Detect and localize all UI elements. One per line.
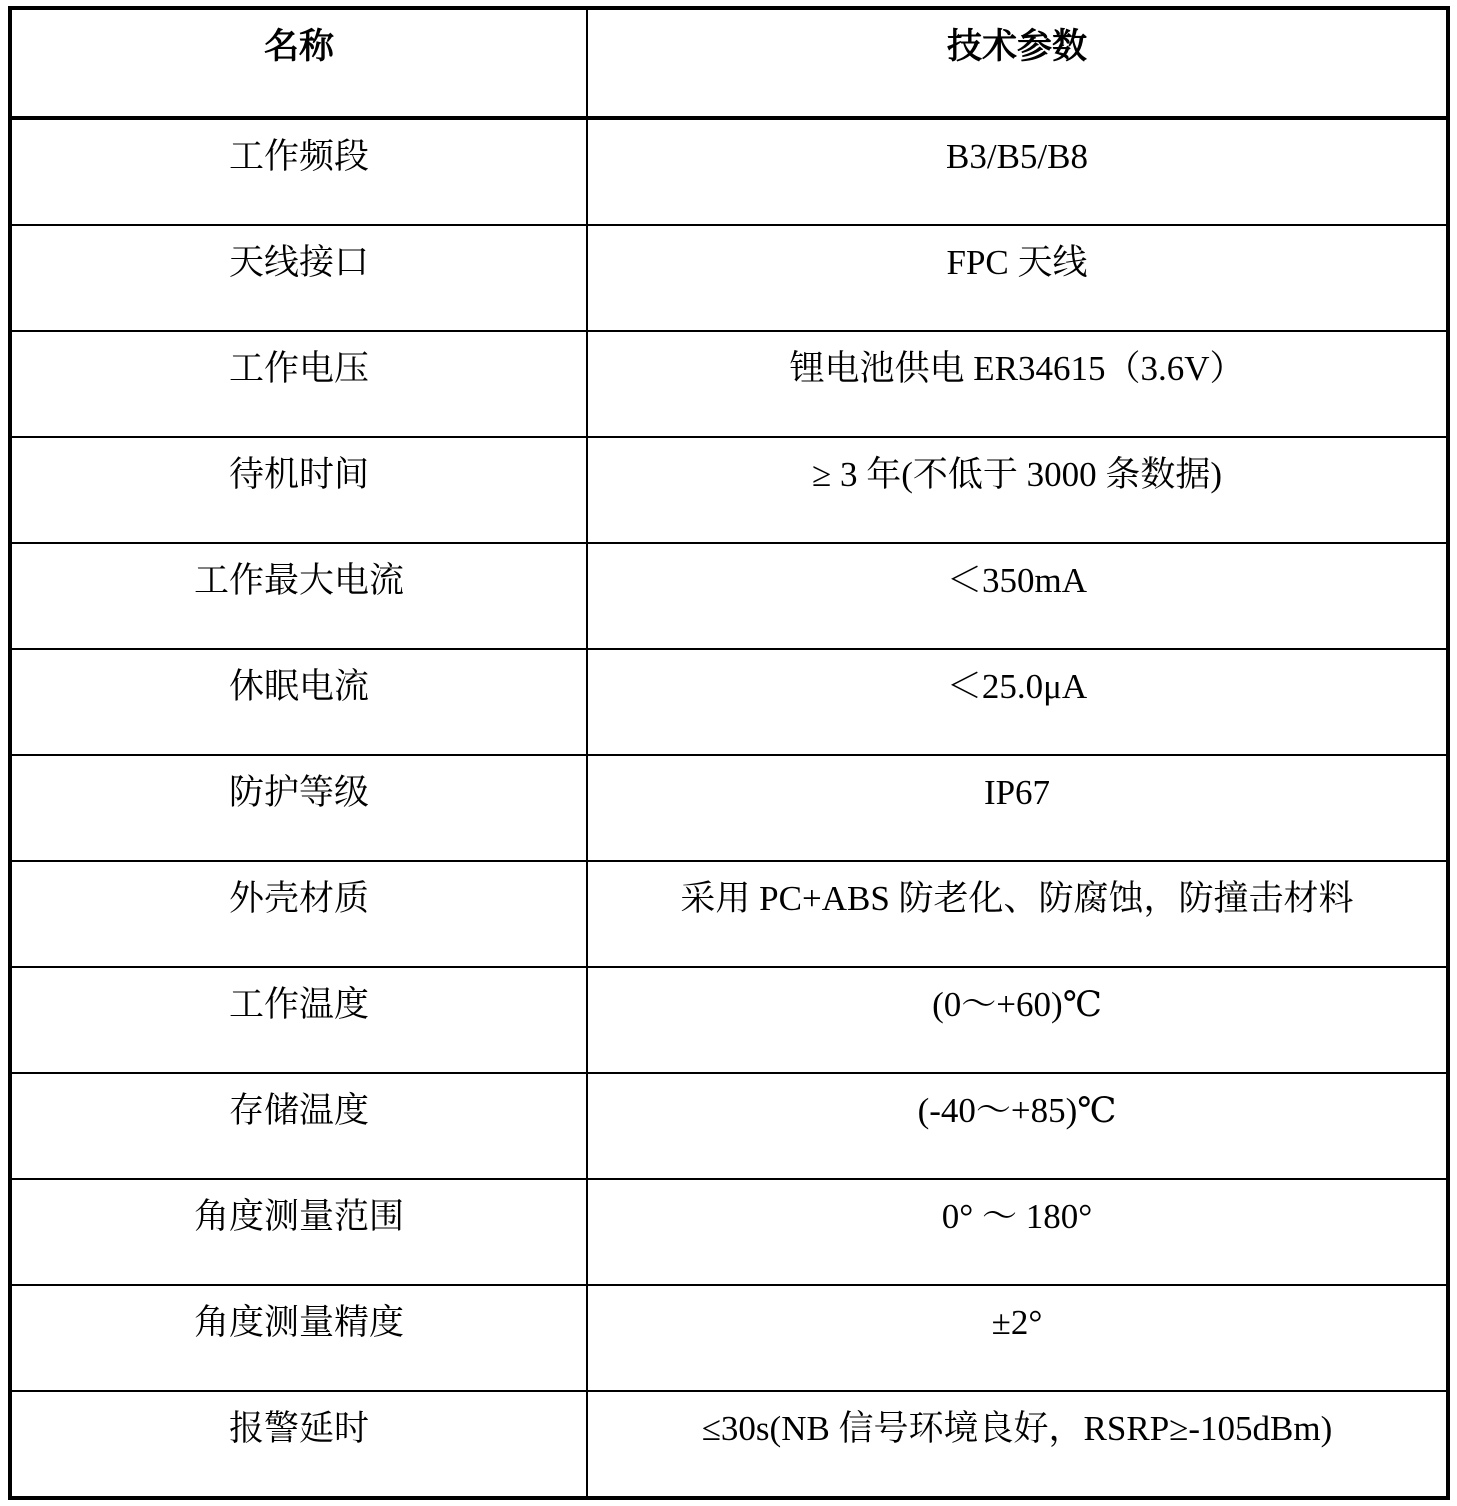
table-row — [12, 650, 1446, 756]
row-name-cell: 工作频段 — [12, 120, 588, 224]
table-row — [12, 968, 1446, 1074]
row-name-cell: 报警延时 — [12, 1392, 588, 1496]
row-name-cell: 休眠电流 — [12, 650, 588, 754]
table-row — [12, 544, 1446, 650]
row-name-cell: 工作电压 — [12, 332, 588, 436]
header-param-cell: 技术参数 — [946, 27, 1087, 67]
table-row — [12, 332, 1446, 438]
row-name-cell: 角度测量范围 — [12, 1180, 588, 1284]
row-value-cell: ≥ 3 年(不低于 3000 条数据) — [811, 455, 1223, 494]
row-value-cell: B3/B5/B8 — [946, 137, 1088, 176]
row-value-cell: (0～+60)℃ — [932, 985, 1102, 1024]
row-name-cell: 存储温度 — [12, 1074, 588, 1178]
table-row — [12, 1286, 1446, 1392]
header-name-cell: 名称 — [12, 10, 588, 116]
row-name-cell: 外壳材质 — [12, 862, 588, 966]
row-value-cell: ＜350mA — [946, 561, 1087, 600]
row-value-cell: 采用 PC+ABS 防老化、防腐蚀，防撞击材料 — [680, 879, 1354, 918]
table-row — [12, 226, 1446, 332]
row-name-cell: 工作最大电流 — [12, 544, 588, 648]
table-row — [12, 1180, 1446, 1286]
spec-table — [8, 6, 1450, 1500]
table-row — [12, 756, 1446, 862]
table-row — [12, 1074, 1446, 1180]
row-name-cell: 角度测量精度 — [12, 1286, 588, 1390]
row-value-cell: 锂电池供电 ER34615（3.6V） — [789, 349, 1245, 388]
table-row — [12, 438, 1446, 544]
row-value-cell: ≤30s(NB 信号环境良好，RSRP≥-105dBm) — [701, 1409, 1333, 1448]
row-value-cell: ±2° — [991, 1303, 1043, 1342]
table-row — [12, 1392, 1446, 1496]
table-row — [12, 120, 1446, 226]
table-row — [12, 862, 1446, 968]
row-name-cell: 工作温度 — [12, 968, 588, 1072]
row-value-cell: FPC 天线 — [946, 243, 1088, 282]
row-name-cell: 防护等级 — [12, 756, 588, 860]
table-header-row — [12, 10, 1446, 120]
row-name-cell: 待机时间 — [12, 438, 588, 542]
row-value-cell: (-40～+85)℃ — [917, 1091, 1117, 1130]
row-name-cell: 天线接口 — [12, 226, 588, 330]
row-value-cell: 0° ～ 180° — [941, 1197, 1093, 1236]
row-value-cell: IP67 — [983, 773, 1051, 812]
row-value-cell: ＜25.0μA — [946, 667, 1088, 706]
